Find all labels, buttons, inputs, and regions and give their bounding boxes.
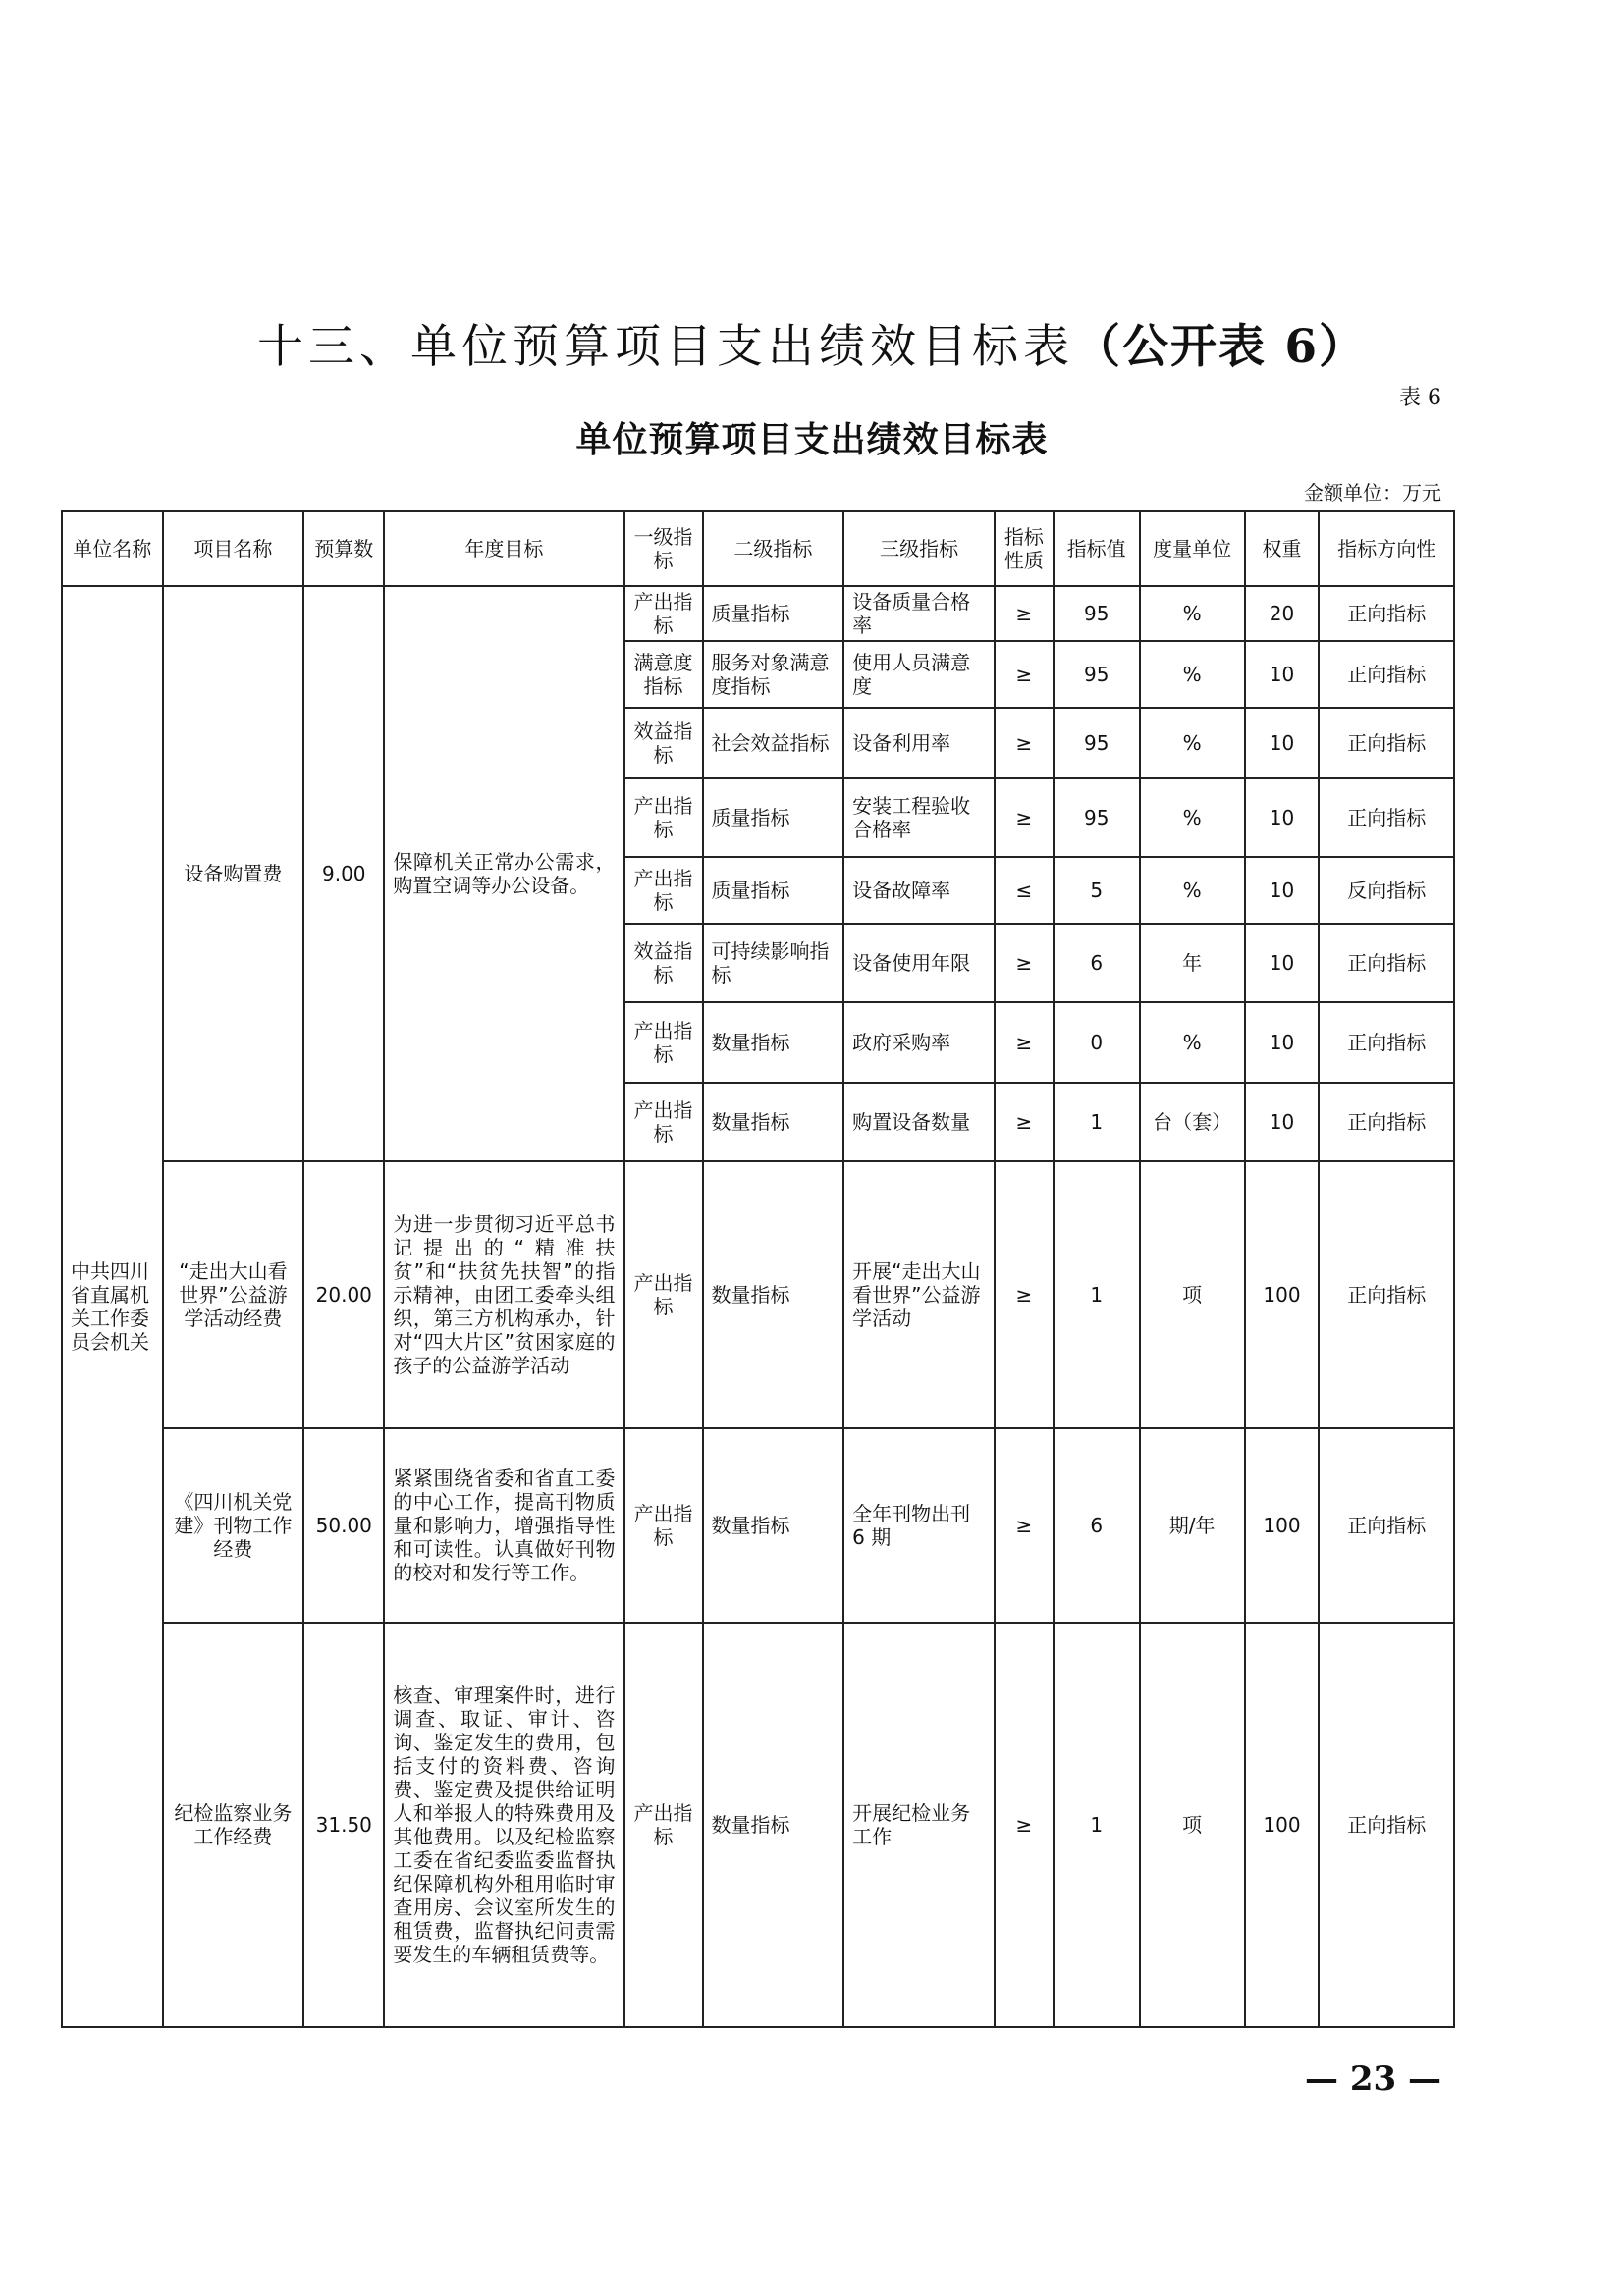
direction-cell: 正向指标 (1319, 1623, 1454, 2027)
measure-unit-cell: 项 (1140, 1623, 1245, 2027)
value-cell: 95 (1054, 778, 1140, 857)
value-cell: 95 (1054, 641, 1140, 708)
measure-unit-cell: % (1140, 857, 1245, 924)
weight-cell: 10 (1245, 778, 1320, 857)
header-direction: 指标方向性 (1319, 511, 1454, 586)
weight-cell: 10 (1245, 641, 1320, 708)
level2-cell: 可持续影响指标 (703, 924, 844, 1002)
measure-unit-cell: % (1140, 586, 1245, 641)
level1-cell: 产出指标 (624, 857, 703, 924)
direction-cell: 正向指标 (1319, 1161, 1454, 1428)
budget-cell: 9.00 (303, 586, 384, 1161)
level3-cell: 设备利用率 (843, 708, 995, 778)
level3-cell: 政府采购率 (843, 1002, 995, 1083)
nature-cell: ≤ (995, 857, 1054, 924)
level2-cell: 质量指标 (703, 857, 844, 924)
value-cell: 6 (1054, 1428, 1140, 1623)
header-row (62, 511, 1454, 586)
level3-cell: 购置设备数量 (843, 1083, 995, 1161)
level2-cell: 数量指标 (703, 1428, 844, 1623)
project-name-cell: 纪检监察业务工作经费 (163, 1623, 304, 2027)
page-title-main: 十三、单位预算项目支出绩效目标表 (256, 320, 1074, 374)
weight-cell: 10 (1245, 857, 1320, 924)
page-number: — 23 — (1305, 2059, 1441, 2099)
table-label: 表 6 (1399, 386, 1441, 410)
level3-cell: 开展纪检业务工作 (843, 1623, 995, 2027)
direction-cell: 正向指标 (1319, 1428, 1454, 1623)
nature-cell: ≥ (995, 1002, 1054, 1083)
value-cell: 0 (1054, 1002, 1140, 1083)
value-cell: 1 (1054, 1623, 1140, 2027)
level3-cell: 设备使用年限 (843, 924, 995, 1002)
budget-cell: 31.50 (303, 1623, 384, 2027)
header-level1: 一级指标 (624, 511, 703, 586)
annual-goal-cell: 为进一步贯彻习近平总书记提出的“精准扶贫”和“扶贫先扶智”的指示精神，由团工委牵头组织，第三方机构承办，针对“四大片区”贫困家庭的孩子的公益游学活动 (384, 1161, 623, 1428)
header-budget: 预算数 (303, 511, 384, 586)
page-title (0, 310, 1624, 376)
level1-cell: 产出指标 (624, 1428, 703, 1623)
nature-cell: ≥ (995, 1623, 1054, 2027)
level3-cell: 开展“走出大山看世界”公益游学活动 (843, 1161, 995, 1428)
annual-goal-cell: 核查、审理案件时，进行调查、取证、审计、咨询、鉴定发生的费用，包括支付的资料费、咨询费、鉴定费及提供给证明人和举报人的特殊费用及其他费用。以及纪检监察工委在省纪委监委监督执纪保障机构外租用临时审查用房、会议室所发生的租赁费，监督执纪问责需要发生的车辆租赁费等。 (384, 1623, 623, 2027)
level2-cell: 数量指标 (703, 1083, 844, 1161)
direction-cell: 正向指标 (1319, 641, 1454, 708)
direction-cell: 正向指标 (1319, 924, 1454, 1002)
unit-name-cell: 中共四川省直属机关工作委员会机关 (62, 586, 163, 2027)
page-title-paren: （公开表 6） (1073, 320, 1368, 374)
table-row (62, 586, 1454, 641)
level1-cell: 产出指标 (624, 1083, 703, 1161)
direction-cell: 正向指标 (1319, 586, 1454, 641)
measure-unit-cell: 期/年 (1140, 1428, 1245, 1623)
level2-cell: 数量指标 (703, 1623, 844, 2027)
weight-cell: 10 (1245, 924, 1320, 1002)
measure-unit-cell: % (1140, 708, 1245, 778)
project-name-cell: “走出大山看世界”公益游学活动经费 (163, 1161, 304, 1428)
direction-cell: 正向指标 (1319, 1002, 1454, 1083)
value-cell: 6 (1054, 924, 1140, 1002)
level2-cell: 质量指标 (703, 586, 844, 641)
header-weight: 权重 (1245, 511, 1320, 586)
nature-cell: ≥ (995, 586, 1054, 641)
nature-cell: ≥ (995, 1083, 1054, 1161)
annual-goal-cell: 保障机关正常办公需求，购置空调等办公设备。 (384, 586, 623, 1161)
nature-cell: ≥ (995, 924, 1054, 1002)
project-name-cell: 设备购置费 (163, 586, 304, 1161)
weight-cell: 10 (1245, 1083, 1320, 1161)
direction-cell: 反向指标 (1319, 857, 1454, 924)
direction-cell: 正向指标 (1319, 1083, 1454, 1161)
nature-cell: ≥ (995, 708, 1054, 778)
level1-cell: 效益指标 (624, 924, 703, 1002)
direction-cell: 正向指标 (1319, 708, 1454, 778)
amount-unit: 金额单位：万元 (1304, 481, 1441, 505)
level2-cell: 社会效益指标 (703, 708, 844, 778)
budget-cell: 20.00 (303, 1161, 384, 1428)
measure-unit-cell: % (1140, 1002, 1245, 1083)
level2-cell: 质量指标 (703, 778, 844, 857)
weight-cell: 20 (1245, 586, 1320, 641)
weight-cell: 100 (1245, 1428, 1320, 1623)
value-cell: 1 (1054, 1161, 1140, 1428)
header-level3: 三级指标 (843, 511, 995, 586)
annual-goal-cell: 紧紧围绕省委和省直工委的中心工作，提高刊物质量和影响力，增强指导性和可读性。认真做好刊物的校对和发行等工作。 (384, 1428, 623, 1623)
level2-cell: 数量指标 (703, 1002, 844, 1083)
header-value: 指标值 (1054, 511, 1140, 586)
level1-cell: 产出指标 (624, 586, 703, 641)
header-measure-unit: 度量单位 (1140, 511, 1245, 586)
table-row (62, 1161, 1454, 1428)
measure-unit-cell: 年 (1140, 924, 1245, 1002)
level1-cell: 产出指标 (624, 1623, 703, 2027)
level1-cell: 效益指标 (624, 708, 703, 778)
table-subtitle: 单位预算项目支出绩效目标表 (575, 420, 1049, 460)
header-level2: 二级指标 (703, 511, 844, 586)
weight-cell: 10 (1245, 1002, 1320, 1083)
level1-cell: 产出指标 (624, 1002, 703, 1083)
table-row (62, 1428, 1454, 1623)
weight-cell: 100 (1245, 1623, 1320, 2027)
nature-cell: ≥ (995, 1161, 1054, 1428)
level1-cell: 产出指标 (624, 778, 703, 857)
value-cell: 95 (1054, 708, 1140, 778)
table-row (62, 1623, 1454, 2027)
level2-cell: 数量指标 (703, 1161, 844, 1428)
measure-unit-cell: 台（套） (1140, 1083, 1245, 1161)
level2-cell: 服务对象满意度指标 (703, 641, 844, 708)
value-cell: 1 (1054, 1083, 1140, 1161)
header-nature: 指标性质 (995, 511, 1054, 586)
level3-cell: 使用人员满意度 (843, 641, 995, 708)
header-unit-name: 单位名称 (62, 511, 163, 586)
nature-cell: ≥ (995, 641, 1054, 708)
level3-cell: 安装工程验收合格率 (843, 778, 995, 857)
direction-cell: 正向指标 (1319, 778, 1454, 857)
nature-cell: ≥ (995, 1428, 1054, 1623)
measure-unit-cell: % (1140, 641, 1245, 708)
value-cell: 5 (1054, 857, 1140, 924)
header-project-name: 项目名称 (163, 511, 304, 586)
weight-cell: 10 (1245, 708, 1320, 778)
level3-cell: 设备故障率 (843, 857, 995, 924)
measure-unit-cell: 项 (1140, 1161, 1245, 1428)
header-annual-goal: 年度目标 (384, 511, 623, 586)
value-cell: 95 (1054, 586, 1140, 641)
performance-table (61, 510, 1455, 2028)
level1-cell: 满意度指标 (624, 641, 703, 708)
level3-cell: 全年刊物出刊 6 期 (843, 1428, 995, 1623)
level1-cell: 产出指标 (624, 1161, 703, 1428)
nature-cell: ≥ (995, 778, 1054, 857)
budget-cell: 50.00 (303, 1428, 384, 1623)
project-name-cell: 《四川机关党建》刊物工作经费 (163, 1428, 304, 1623)
measure-unit-cell: % (1140, 778, 1245, 857)
level3-cell: 设备质量合格率 (843, 586, 995, 641)
weight-cell: 100 (1245, 1161, 1320, 1428)
